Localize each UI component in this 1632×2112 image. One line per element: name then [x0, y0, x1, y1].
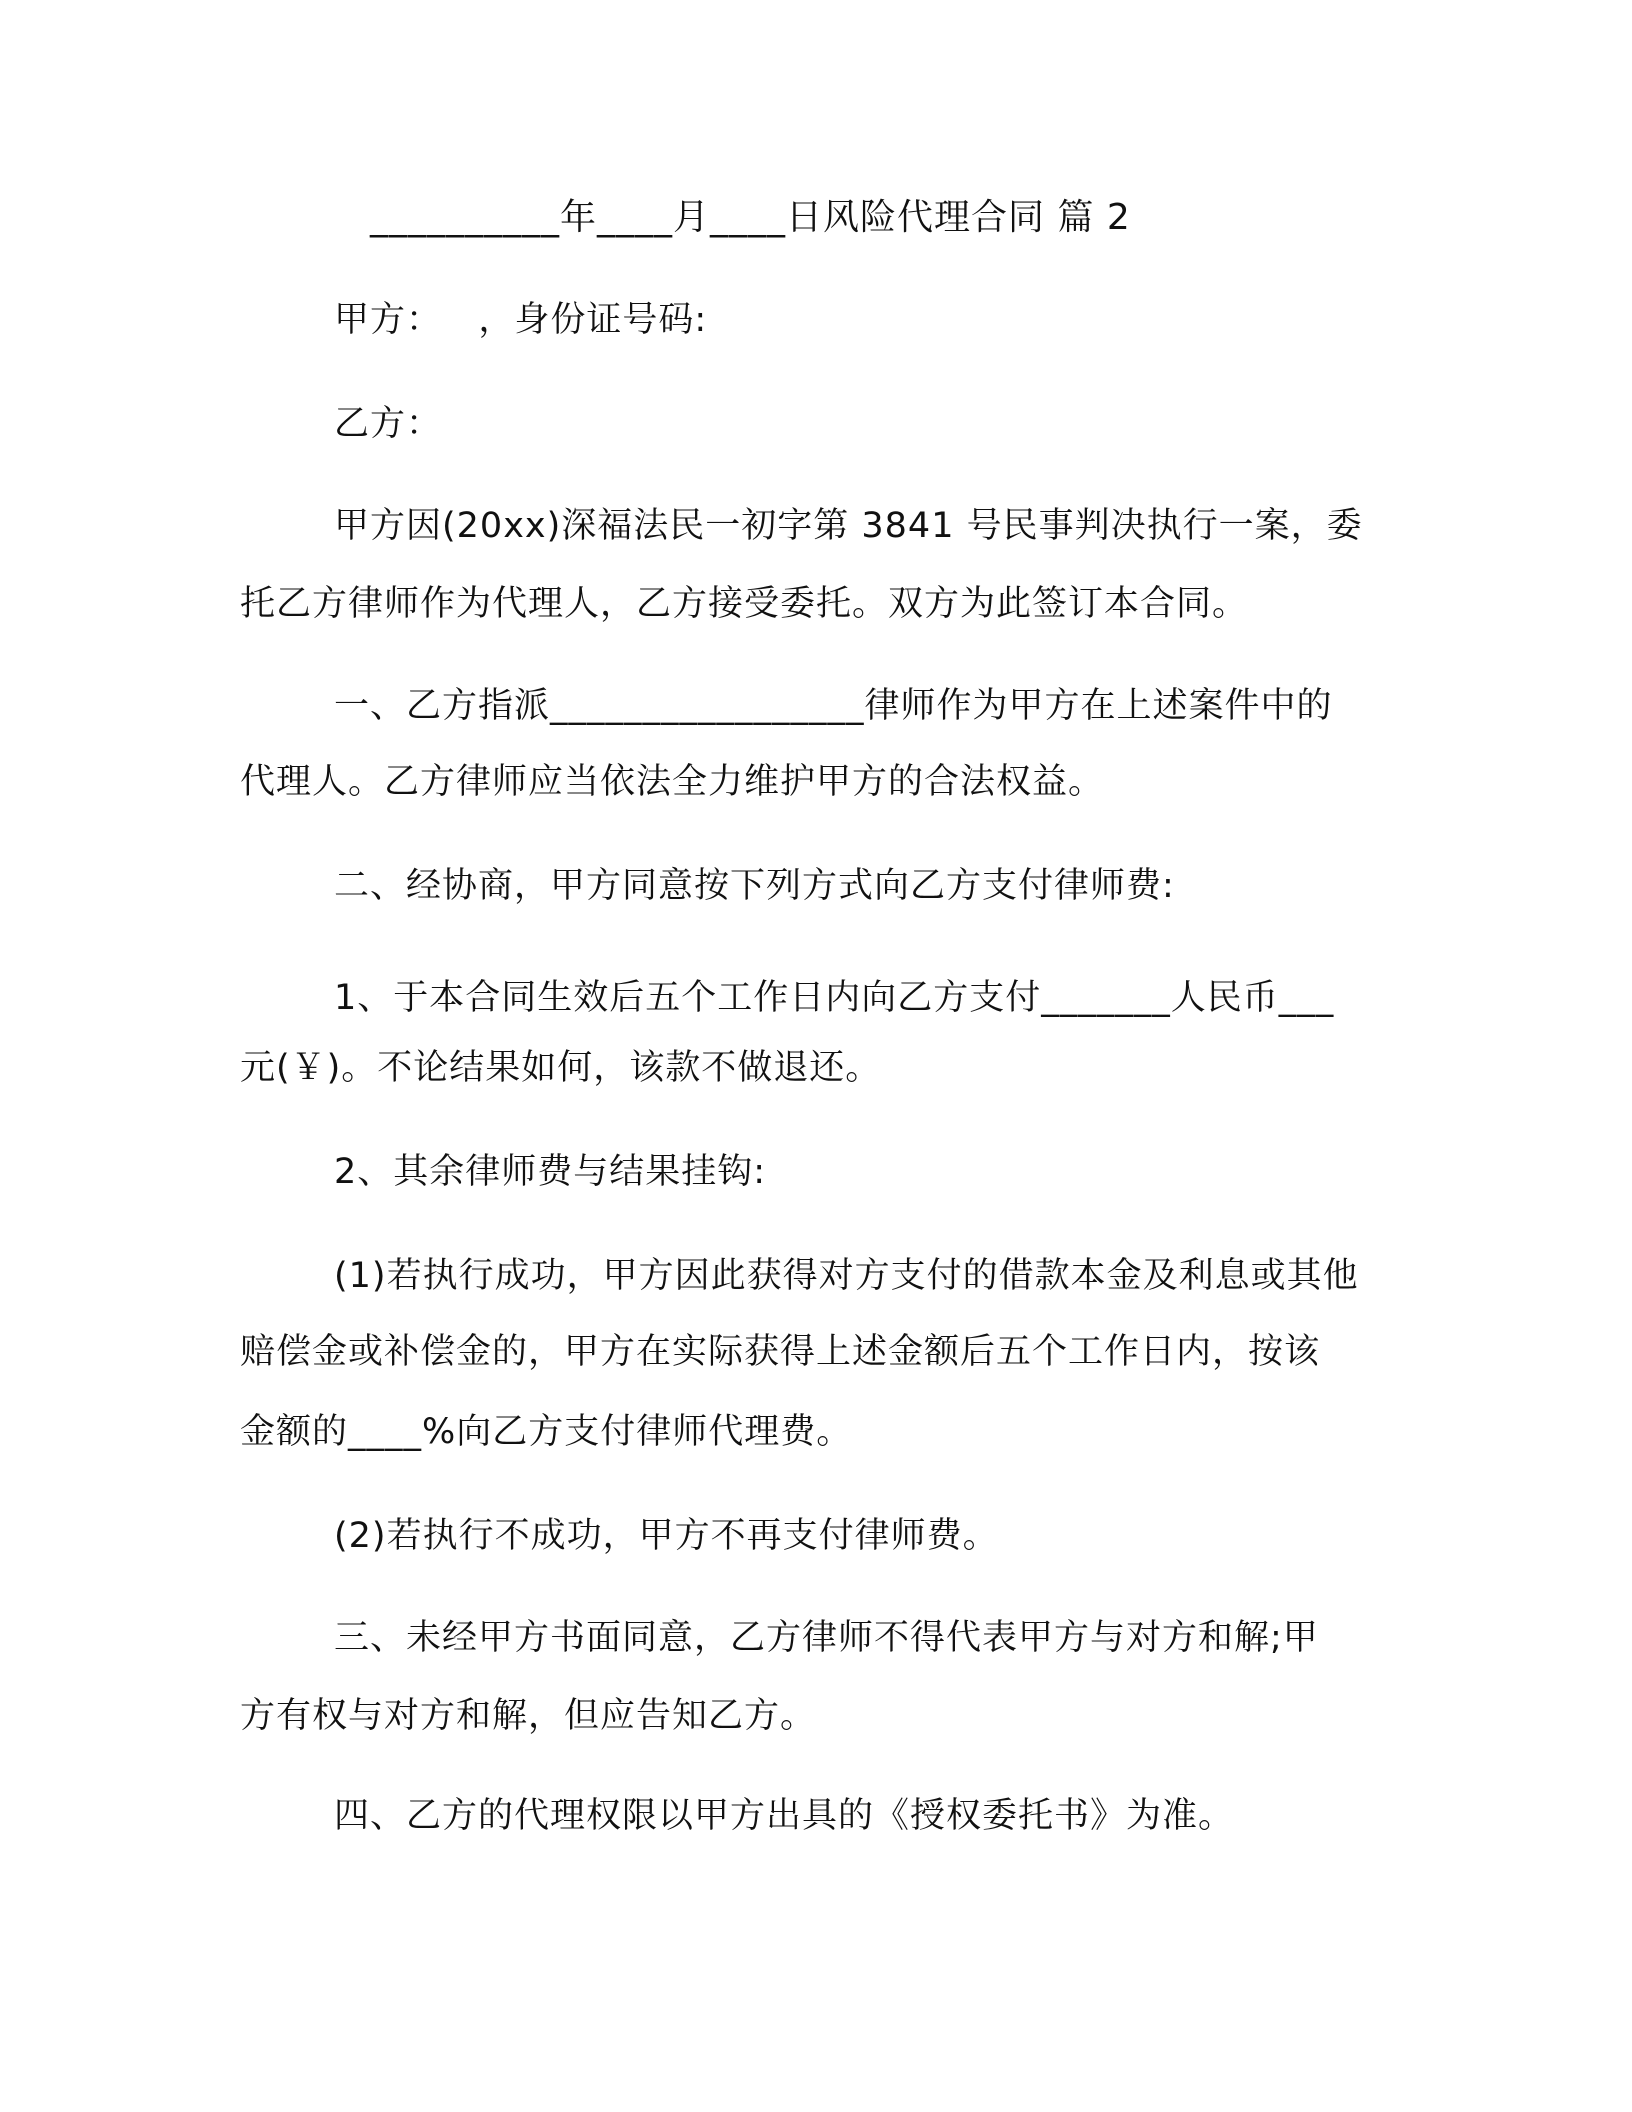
- clause-2-2-1-line-3: 金额的____%向乙方支付律师代理费。: [240, 1412, 853, 1452]
- clause-2-heading: 二、经协商，甲方同意按下列方式向乙方支付律师费:: [334, 866, 1175, 906]
- party-b-line: 乙方：: [334, 404, 443, 444]
- clause-4-line: 四、乙方的代理权限以甲方出具的《授权委托书》为准。: [334, 1796, 1235, 1836]
- clause-3-line-2: 方有权与对方和解，但应告知乙方。: [240, 1696, 817, 1736]
- clause-1-line-2: 代理人。乙方律师应当依法全力维护甲方的合法权益。: [240, 762, 1105, 802]
- clause-1-line-1: 一、乙方指派_________________律师作为甲方在上述案件中的: [334, 686, 1333, 726]
- party-a-line: 甲方： ，身份证号码:: [334, 300, 708, 340]
- clause-3-line-1: 三、未经甲方书面同意，乙方律师不得代表甲方与对方和解;甲: [334, 1618, 1319, 1658]
- clause-2-2-2-line: (2)若执行不成功，甲方不再支付律师费。: [334, 1516, 999, 1556]
- preamble-line-1: 甲方因(20xx)深福法民一初字第 3841 号民事判决执行一案，委: [334, 506, 1363, 546]
- preamble-line-2: 托乙方律师作为代理人，乙方接受委托。双方为此签订本合同。: [240, 584, 1249, 624]
- clause-2-1-line-2: 元(￥)。不论结果如何，该款不做退还。: [240, 1048, 882, 1088]
- clause-2-1-line-1: 1、于本合同生效后五个工作日内向乙方支付_______人民币___: [334, 978, 1335, 1018]
- clause-2-2-1-line-1: (1)若执行成功，甲方因此获得对方支付的借款本金及利息或其他: [334, 1256, 1359, 1296]
- clause-2-2-heading: 2、其余律师费与结果挂钩:: [334, 1152, 767, 1192]
- document-title: __________年____月____日风险代理合同 篇 2: [370, 197, 1131, 238]
- clause-2-2-1-line-2: 赔偿金或补偿金的，甲方在实际获得上述金额后五个工作日内，按该: [240, 1332, 1321, 1372]
